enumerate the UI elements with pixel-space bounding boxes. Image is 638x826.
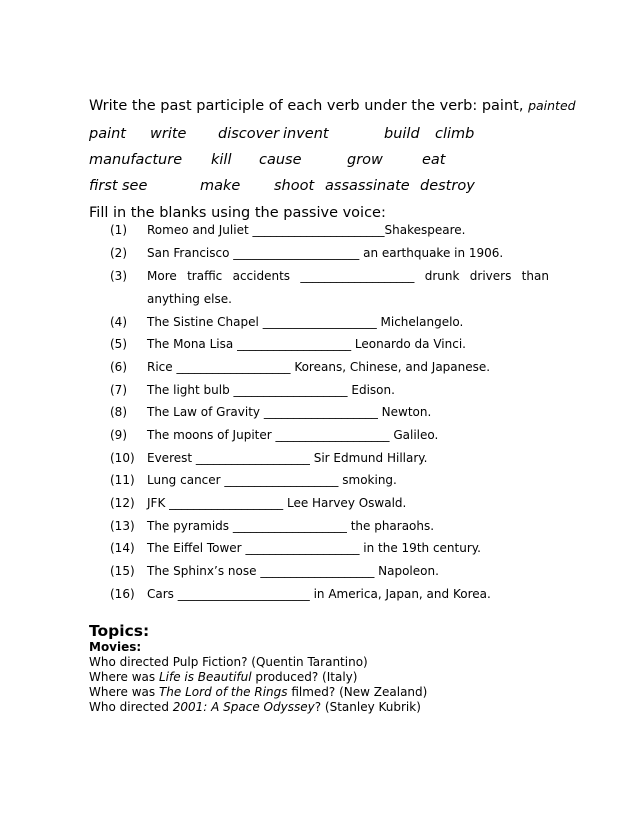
verb: grow bbox=[347, 152, 383, 168]
verb: discover bbox=[218, 126, 280, 142]
item-number: (7) bbox=[110, 383, 127, 397]
item-blank: ______________________ bbox=[177, 587, 310, 601]
verb: invent bbox=[283, 126, 329, 142]
item-number: (15) bbox=[110, 564, 135, 578]
item-blank: ___________________ bbox=[275, 428, 390, 442]
item-subject: The Sistine Chapel bbox=[147, 315, 259, 329]
verb: build bbox=[384, 126, 420, 142]
item-subject: Rice bbox=[147, 360, 173, 374]
question-text: Who directed bbox=[89, 700, 173, 714]
item-blank: ___________________ bbox=[233, 383, 348, 397]
item-number: (2) bbox=[110, 246, 127, 260]
topic-question bbox=[89, 655, 368, 669]
passive-heading: Fill in the blanks using the passive voice: bbox=[89, 205, 386, 221]
item-blank: ___________________ bbox=[176, 360, 291, 374]
item-subject: Romeo and Juliet bbox=[147, 223, 249, 237]
item-blank: ___________________ bbox=[224, 473, 339, 487]
verb: eat bbox=[422, 152, 446, 168]
instruction-text: Write the past participle of each verb under the verb: paint, bbox=[89, 98, 529, 114]
item-number: (14) bbox=[110, 541, 135, 555]
question-text: produced? (Italy) bbox=[251, 670, 358, 684]
verb: kill bbox=[211, 152, 232, 168]
item-blank: ___________________ bbox=[169, 496, 284, 510]
item-word: than bbox=[521, 269, 549, 283]
item-agent: in America, Japan, and Korea. bbox=[313, 587, 491, 601]
item-agent: Edison. bbox=[351, 383, 395, 397]
item-agent: smoking. bbox=[342, 473, 397, 487]
movie-title: 2001: A Space Odyssey bbox=[172, 700, 315, 714]
item-agent: the pharaohs. bbox=[350, 519, 435, 533]
item-blank: ___________________ bbox=[262, 315, 377, 329]
item-number: (13) bbox=[110, 519, 135, 533]
movies-subheading: Movies: bbox=[89, 640, 142, 654]
item-number: (16) bbox=[110, 587, 135, 601]
item-subject: Cars bbox=[147, 587, 174, 601]
verb: see bbox=[122, 178, 148, 194]
item-number: (4) bbox=[110, 315, 127, 329]
item-agent: in the 19th century. bbox=[363, 541, 481, 555]
item-subject: Lung cancer bbox=[147, 473, 221, 487]
verb-row-2 bbox=[89, 152, 549, 172]
topic-question bbox=[89, 700, 421, 714]
item-blank: _____________________ bbox=[233, 246, 360, 260]
item-agent: Leonardo da Vinci. bbox=[354, 337, 466, 351]
item-agent: Shakespeare. bbox=[384, 223, 466, 237]
question-text: Where was bbox=[89, 670, 159, 684]
verb: assassinate bbox=[325, 178, 410, 194]
item-number: (9) bbox=[110, 428, 127, 442]
verb: cause bbox=[259, 152, 302, 168]
item-number: (10) bbox=[110, 451, 135, 465]
item-continuation: anything else. bbox=[147, 292, 232, 306]
verb: paint bbox=[89, 126, 126, 142]
item-word: traffic bbox=[187, 269, 223, 283]
topic-question bbox=[89, 685, 427, 699]
item-agent: Sir Edmund Hillary. bbox=[313, 451, 428, 465]
item-subject: San Francisco bbox=[147, 246, 230, 260]
verb: destroy bbox=[420, 178, 475, 194]
item-agent: Galileo. bbox=[393, 428, 439, 442]
item-subject: The light bulb bbox=[147, 383, 230, 397]
question-text: ? (Stanley Kubrik) bbox=[314, 700, 421, 714]
item-blank: ___________________ bbox=[300, 269, 415, 283]
item-number: (8) bbox=[110, 405, 127, 419]
item-number: (1) bbox=[110, 223, 127, 237]
item-agent: Koreans, Chinese, and Japanese. bbox=[294, 360, 491, 374]
item-agent: Michelangelo. bbox=[380, 315, 464, 329]
item-word: More bbox=[147, 269, 177, 283]
verb-row-1 bbox=[89, 126, 549, 146]
movie-title: The Lord of the Rings bbox=[158, 685, 288, 699]
item-subject: Everest bbox=[147, 451, 193, 465]
item-blank: ___________________ bbox=[237, 337, 352, 351]
verb: write bbox=[150, 126, 187, 142]
item-number: (3) bbox=[110, 269, 127, 283]
question-text: filmed? (New Zealand) bbox=[287, 685, 428, 699]
item-blank: ___________________ bbox=[232, 519, 347, 533]
item-number: (12) bbox=[110, 496, 135, 510]
item-blank: ___________________ bbox=[195, 451, 310, 465]
item-blank: ______________________ bbox=[252, 223, 385, 237]
question-text: Where was bbox=[89, 685, 159, 699]
item-agent: Newton. bbox=[381, 405, 432, 419]
item-blank: ___________________ bbox=[263, 405, 378, 419]
item-word: drivers bbox=[469, 269, 512, 283]
item-word: drunk bbox=[424, 269, 460, 283]
item-agent: Lee Harvey Oswald. bbox=[286, 496, 407, 510]
item-blank: ___________________ bbox=[245, 541, 360, 555]
item-subject: The Eiffel Tower bbox=[147, 541, 242, 555]
verb: climb bbox=[435, 126, 475, 142]
verb: manufacture bbox=[89, 152, 183, 168]
item-agent: Napoleon. bbox=[378, 564, 439, 578]
item-subject: JFK bbox=[147, 496, 166, 510]
verb: shoot bbox=[274, 178, 315, 194]
item-number: (5) bbox=[110, 337, 127, 351]
item-subject: The Sphinx’s nose bbox=[147, 564, 257, 578]
verb: first bbox=[89, 178, 118, 194]
item-subject: The Mona Lisa bbox=[147, 337, 234, 351]
item-number: (6) bbox=[110, 360, 127, 374]
instruction bbox=[89, 98, 576, 114]
item-blank: ___________________ bbox=[260, 564, 375, 578]
verb: make bbox=[200, 178, 241, 194]
topic-question bbox=[89, 670, 357, 684]
item-number: (11) bbox=[110, 473, 135, 487]
verb-row-3 bbox=[89, 178, 549, 198]
item-subject: The moons of Jupiter bbox=[147, 428, 272, 442]
question-text: Who directed Pulp Fiction? (Quentin Tarantino) bbox=[89, 655, 368, 669]
movie-title: Life is Beautiful bbox=[158, 670, 252, 684]
item-subject: The Law of Gravity bbox=[147, 405, 261, 419]
item-agent: an earthquake in 1906. bbox=[363, 246, 504, 260]
topics-heading: Topics: bbox=[89, 622, 150, 640]
item-word: accidents bbox=[232, 269, 291, 283]
item-subject: The pyramids bbox=[147, 519, 230, 533]
instruction-example: painted bbox=[528, 98, 576, 113]
